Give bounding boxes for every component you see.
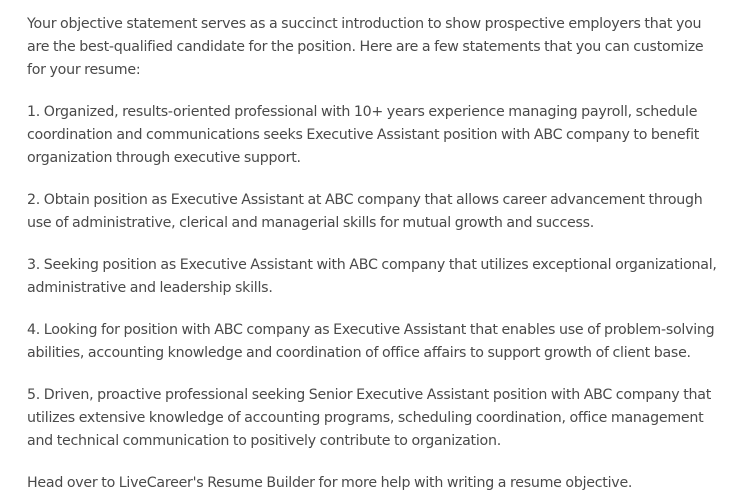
intro-paragraph: Your objective statement serves as a succinct introduction to show prospective employers that you are the best-qualified candidate for the position. Here are a few statements that you can customize for your resume:: [27, 16, 704, 78]
objective-statement-4: 4. Looking for position with ABC company as Executive Assistant that enables use of problem-solving abilities, accounting knowledge and coordination of office affairs to support growth of client base.: [27, 322, 715, 361]
closing-text-after: for more help with writing a resume objective.: [314, 475, 633, 491]
objective-statement-3: 3. Seeking position as Executive Assistant with ABC company that utilizes exceptional organizational, administrative and leadership skills.: [27, 257, 717, 296]
resume-builder-link[interactable]: Resume Builder: [207, 475, 315, 491]
closing-paragraph: [27, 472, 722, 495]
closing-text-before: Head over to LiveCareer's: [27, 475, 208, 491]
objective-statement-1: 1. Organized, results-oriented professional with 10+ years experience managing payroll, schedule coordination and communications seeks Executive Assistant position with ABC company to benefit organization through executive support.: [27, 104, 700, 166]
objective-statement-2: 2. Obtain position as Executive Assistant at ABC company that allows career advancement through use of administrative, clerical and managerial skills for mutual growth and success.: [27, 192, 703, 231]
objective-statement-5: 5. Driven, proactive professional seeking Senior Executive Assistant position with ABC company that utilizes extensive knowledge of accounting programs, scheduling coordination, office management and technical communication to positively contribute to organization.: [27, 387, 712, 449]
